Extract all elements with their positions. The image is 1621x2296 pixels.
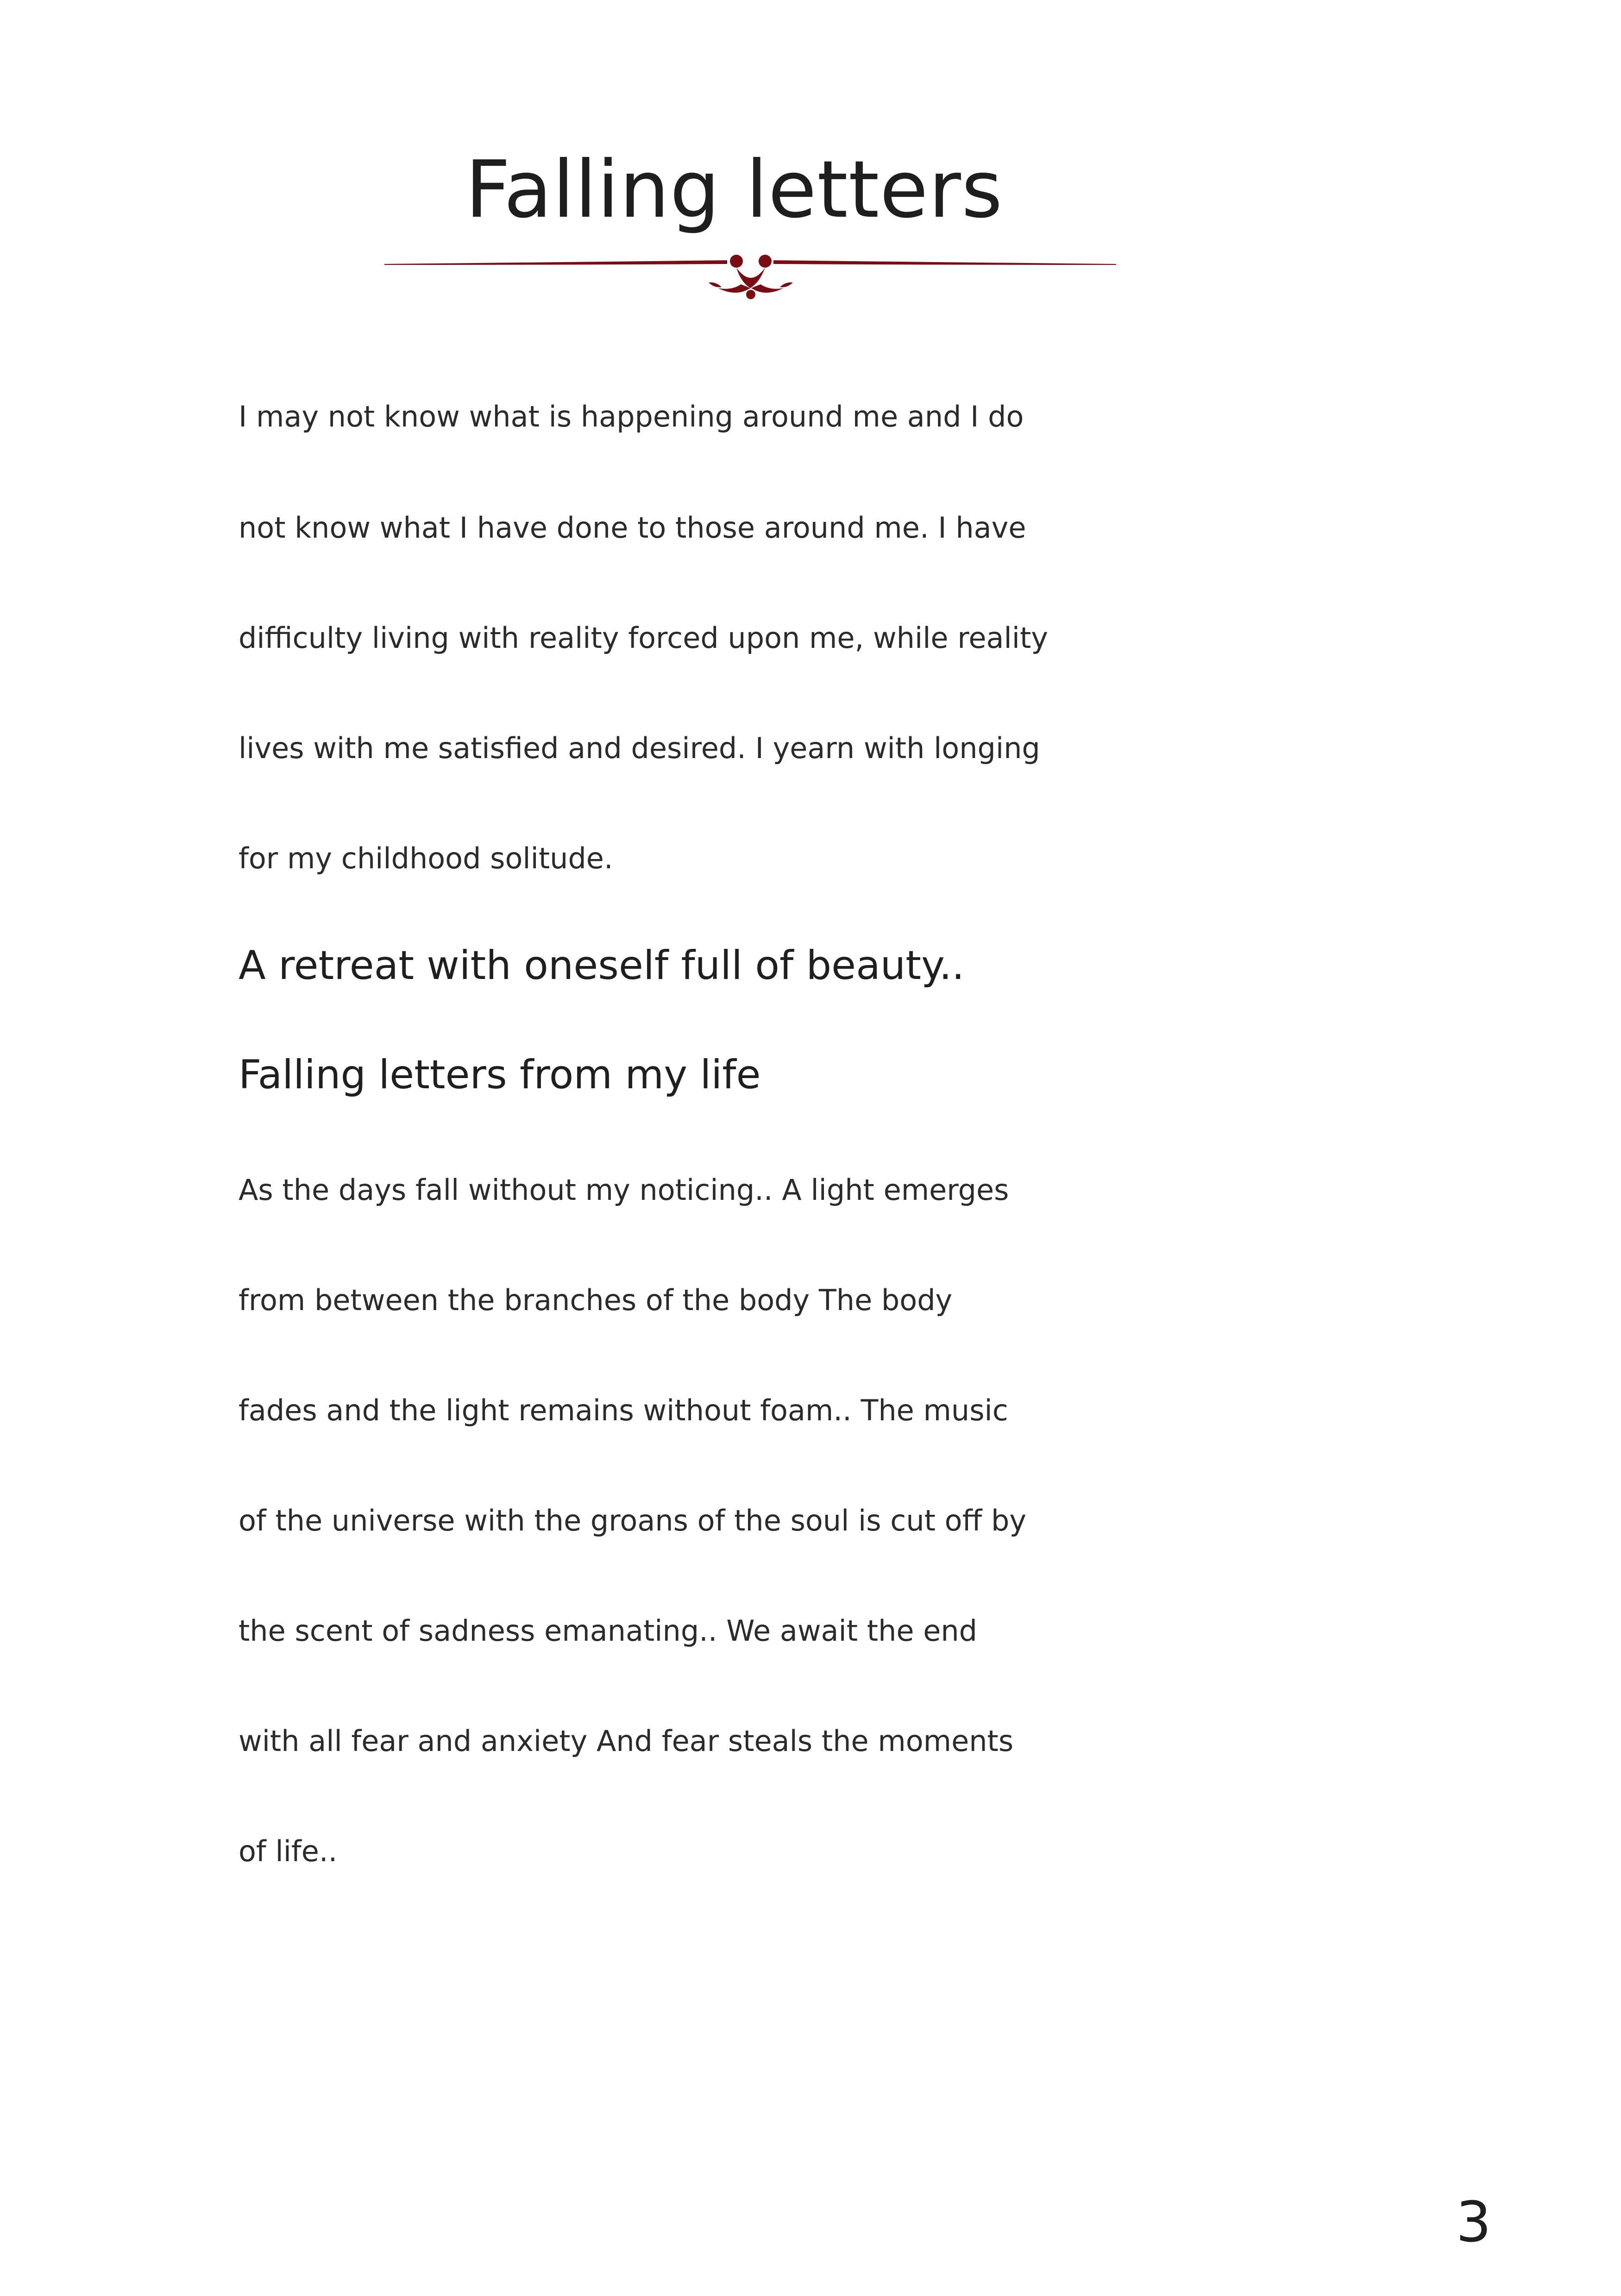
page-number: 3 — [1456, 2190, 1491, 2255]
page-title: Falling letters — [465, 144, 1003, 236]
paragraph-line: the scent of sadness emanating.. We await the end — [239, 1614, 978, 1648]
paragraph-line: As the days fall without my noticing.. A light emerges — [239, 1173, 1009, 1207]
paragraph-line: from between the branches of the body The body — [239, 1283, 953, 1317]
flourish-divider-icon — [384, 245, 1116, 306]
paragraph-line: not know what I have done to those around me. I have — [239, 511, 1026, 545]
paragraph-line: for my childhood solitude. — [239, 841, 613, 875]
section-heading: A retreat with oneself full of beauty.. — [239, 942, 965, 989]
paragraph-line: I may not know what is happening around me and I do — [239, 400, 1024, 433]
paragraph-line: lives with me satisfied and desired. I yearn with longing — [239, 731, 1040, 765]
paragraph-line: fades and the light remains without foam.. The music — [239, 1393, 1008, 1427]
paragraph-line: with all fear and anxiety And fear steals the moments — [239, 1724, 1014, 1758]
paragraph-line: difficulty living with reality forced upon me, while reality — [239, 621, 1048, 655]
paragraph-line: of the universe with the groans of the soul is cut off by — [239, 1504, 1027, 1537]
section-heading: Falling letters from my life — [239, 1052, 761, 1098]
paragraph-line: of life.. — [239, 1834, 338, 1868]
